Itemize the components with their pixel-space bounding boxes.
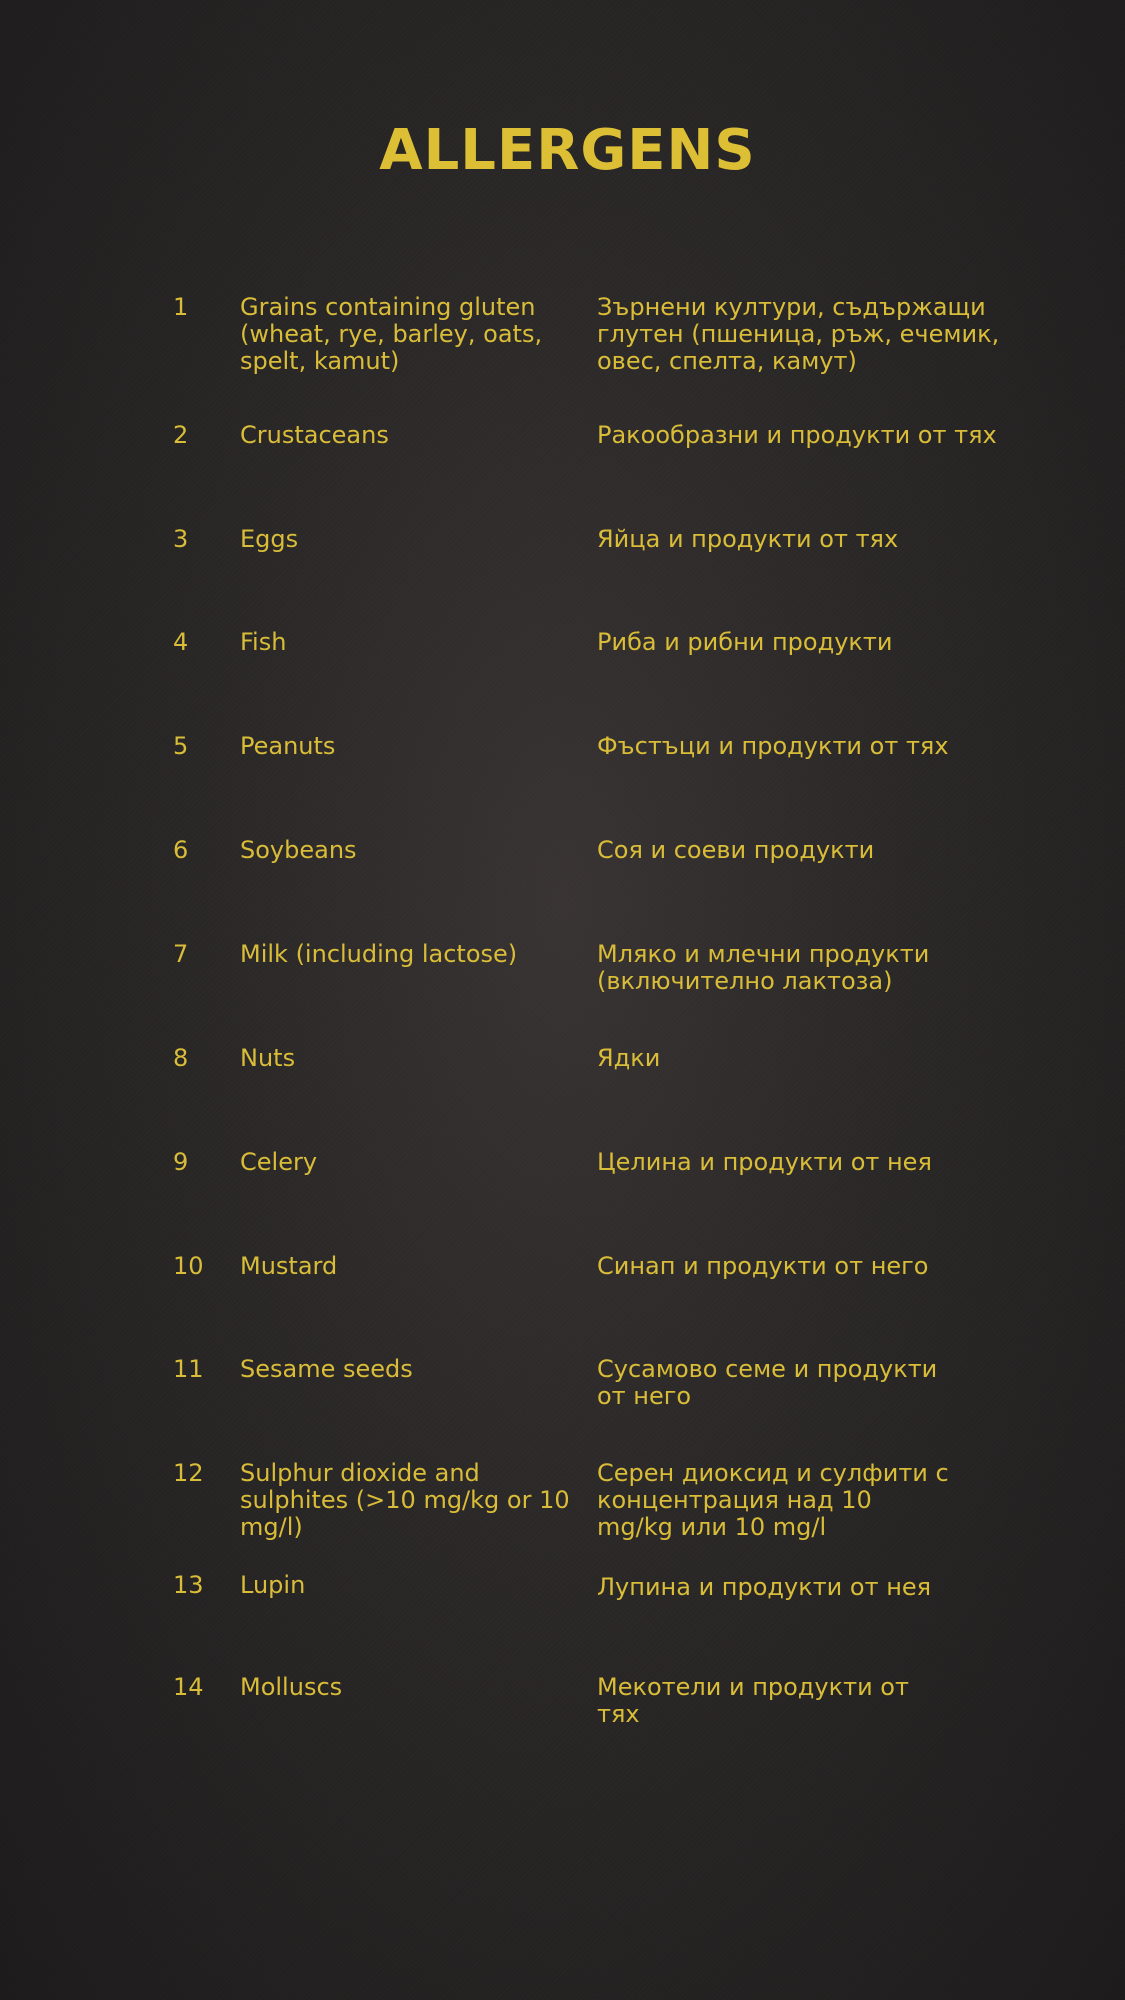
allergen-bulgarian-name: Мляко и млечни продукти (включително лактоза)	[597, 940, 930, 995]
allergen-number: 5	[173, 732, 189, 760]
allergen-number: 9	[173, 1148, 189, 1176]
allergen-bulgarian-name: Ядки	[597, 1044, 661, 1072]
allergen-english-name: Lupin	[240, 1571, 306, 1599]
allergen-bulgarian-name: Соя и соеви продукти	[597, 836, 875, 864]
allergen-english-name: Celery	[240, 1148, 318, 1176]
allergen-bulgarian-name: Лупина и продукти от нея	[597, 1573, 932, 1601]
allergen-number: 11	[173, 1355, 204, 1383]
allergen-english-name: Sulphur dioxide and sulphites (>10 mg/kg or 10 mg/l)	[240, 1459, 570, 1541]
allergen-bulgarian-name: Фъстъци и продукти от тях	[597, 732, 949, 760]
allergen-english-name: Soybeans	[240, 836, 357, 864]
allergen-number: 12	[173, 1459, 204, 1487]
allergen-number: 1	[173, 293, 189, 321]
allergen-english-name: Mustard	[240, 1252, 338, 1280]
allergen-number: 13	[173, 1571, 204, 1599]
allergen-bulgarian-name: Зърнени култури, съдържащи глутен (пшеница, ръж, ечемик, овес, спелта, камут)	[597, 293, 1000, 375]
allergen-english-name: Eggs	[240, 525, 299, 553]
allergen-english-name: Crustaceans	[240, 421, 389, 449]
allergen-english-name: Grains containing gluten (wheat, rye, barley, oats, spelt, kamut)	[240, 293, 543, 375]
allergen-bulgarian-name: Целина и продукти от нея	[597, 1148, 932, 1176]
allergen-english-name: Nuts	[240, 1044, 296, 1072]
allergen-english-name: Molluscs	[240, 1673, 343, 1701]
page-title: ALLERGENS	[379, 118, 756, 183]
allergen-bulgarian-name: Серен диоксид и сулфити с концентрация над 10 mg/kg или 10 mg/l	[597, 1459, 949, 1541]
allergen-english-name: Sesame seeds	[240, 1355, 413, 1383]
allergen-number: 7	[173, 940, 189, 968]
allergen-number: 2	[173, 421, 189, 449]
allergen-number: 8	[173, 1044, 189, 1072]
allergen-bulgarian-name: Мекотели и продукти от тях	[597, 1673, 909, 1728]
allergen-bulgarian-name: Яйца и продукти от тях	[597, 525, 899, 553]
allergen-number: 3	[173, 525, 189, 553]
allergen-english-name: Milk (including lactose)	[240, 940, 518, 968]
allergen-bulgarian-name: Ракообразни и продукти от тях	[597, 421, 997, 449]
allergen-bulgarian-name: Синап и продукти от него	[597, 1252, 929, 1280]
allergen-number: 6	[173, 836, 189, 864]
allergen-number: 10	[173, 1252, 204, 1280]
allergen-number: 14	[173, 1673, 204, 1701]
allergen-english-name: Fish	[240, 628, 287, 656]
allergen-bulgarian-name: Сусамово семе и продукти от него	[597, 1355, 938, 1410]
allergen-bulgarian-name: Риба и рибни продукти	[597, 628, 893, 656]
allergen-number: 4	[173, 628, 189, 656]
allergen-english-name: Peanuts	[240, 732, 336, 760]
